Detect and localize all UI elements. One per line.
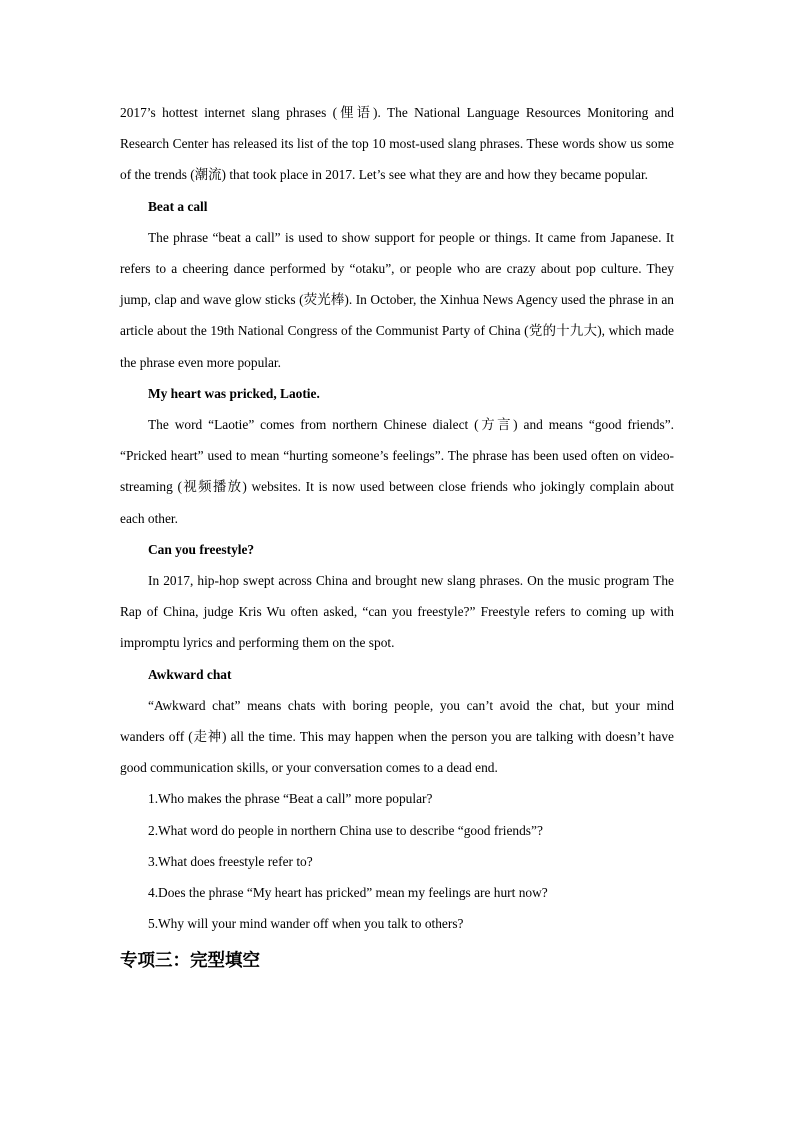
question-5: 5.Why will your mind wander off when you talk to others? bbox=[148, 916, 464, 932]
document-page bbox=[120, 97, 674, 975]
section-heading-laotie: My heart was pricked, Laotie. bbox=[148, 385, 320, 401]
question-4: 4.Does the phrase “My heart has pricked” mean my feelings are hurt now? bbox=[148, 885, 548, 901]
section-body-freestyle: In 2017, hip-hop swept across China and brought new slang phrases. On the music program The Rap of China, judge Kris Wu often asked, “can you freestyle?” Freestyle refers to coming up with impromptu lyrics and performing them on the spot. bbox=[120, 573, 674, 651]
question-3: 3.What does freestyle refer to? bbox=[148, 853, 313, 869]
section-title: 专项三：完型填空 bbox=[120, 951, 260, 972]
section-body-laotie: The word “Laotie” comes from northern Chinese dialect (方言) and means “good friends”. “Pricked heart” used to mean “hurting someone’s feelings”. The phrase has been used often on video-streaming (视频播放) websites. It is now used between close friends who jokingly complain about each other. bbox=[120, 417, 674, 526]
question-2: 2.What word do people in northern China use to describe “good friends”? bbox=[148, 822, 543, 838]
question-1: 1.Who makes the phrase “Beat a call” more popular? bbox=[148, 791, 433, 807]
intro-paragraph: 2017’s hottest internet slang phrases (俚语). The National Language Resources Monitoring and Research Center has released its list of the top 10 most-used slang phrases. These words show us some of the trends (潮流) that took place in 2017. Let’s see what they are and how they became popular. bbox=[120, 105, 674, 183]
section-heading-freestyle: Can you freestyle? bbox=[148, 541, 255, 557]
section-body-awkward-chat: “Awkward chat” means chats with boring people, you can’t avoid the chat, but your mind wanders off (走神) all the time. This may happen when the person you are talking with doesn’t have good communication skills, or your conversation comes to a dead end. bbox=[120, 697, 674, 776]
section-heading-beat-a-call: Beat a call bbox=[148, 198, 208, 214]
section-heading-awkward-chat: Awkward chat bbox=[148, 666, 232, 682]
section-body-beat-a-call: The phrase “beat a call” is used to show support for people or things. It came from Japanese. It refers to a cheering dance performed by “otaku”, or people who are crazy about pop culture. They jump, clap and wave glow sticks (荧光棒). In October, the Xinhua News Agency used the phrase in an article about the 19th National Congress of the Communist Party of China (党的十九大), which made the phrase even more popular. bbox=[120, 229, 674, 370]
